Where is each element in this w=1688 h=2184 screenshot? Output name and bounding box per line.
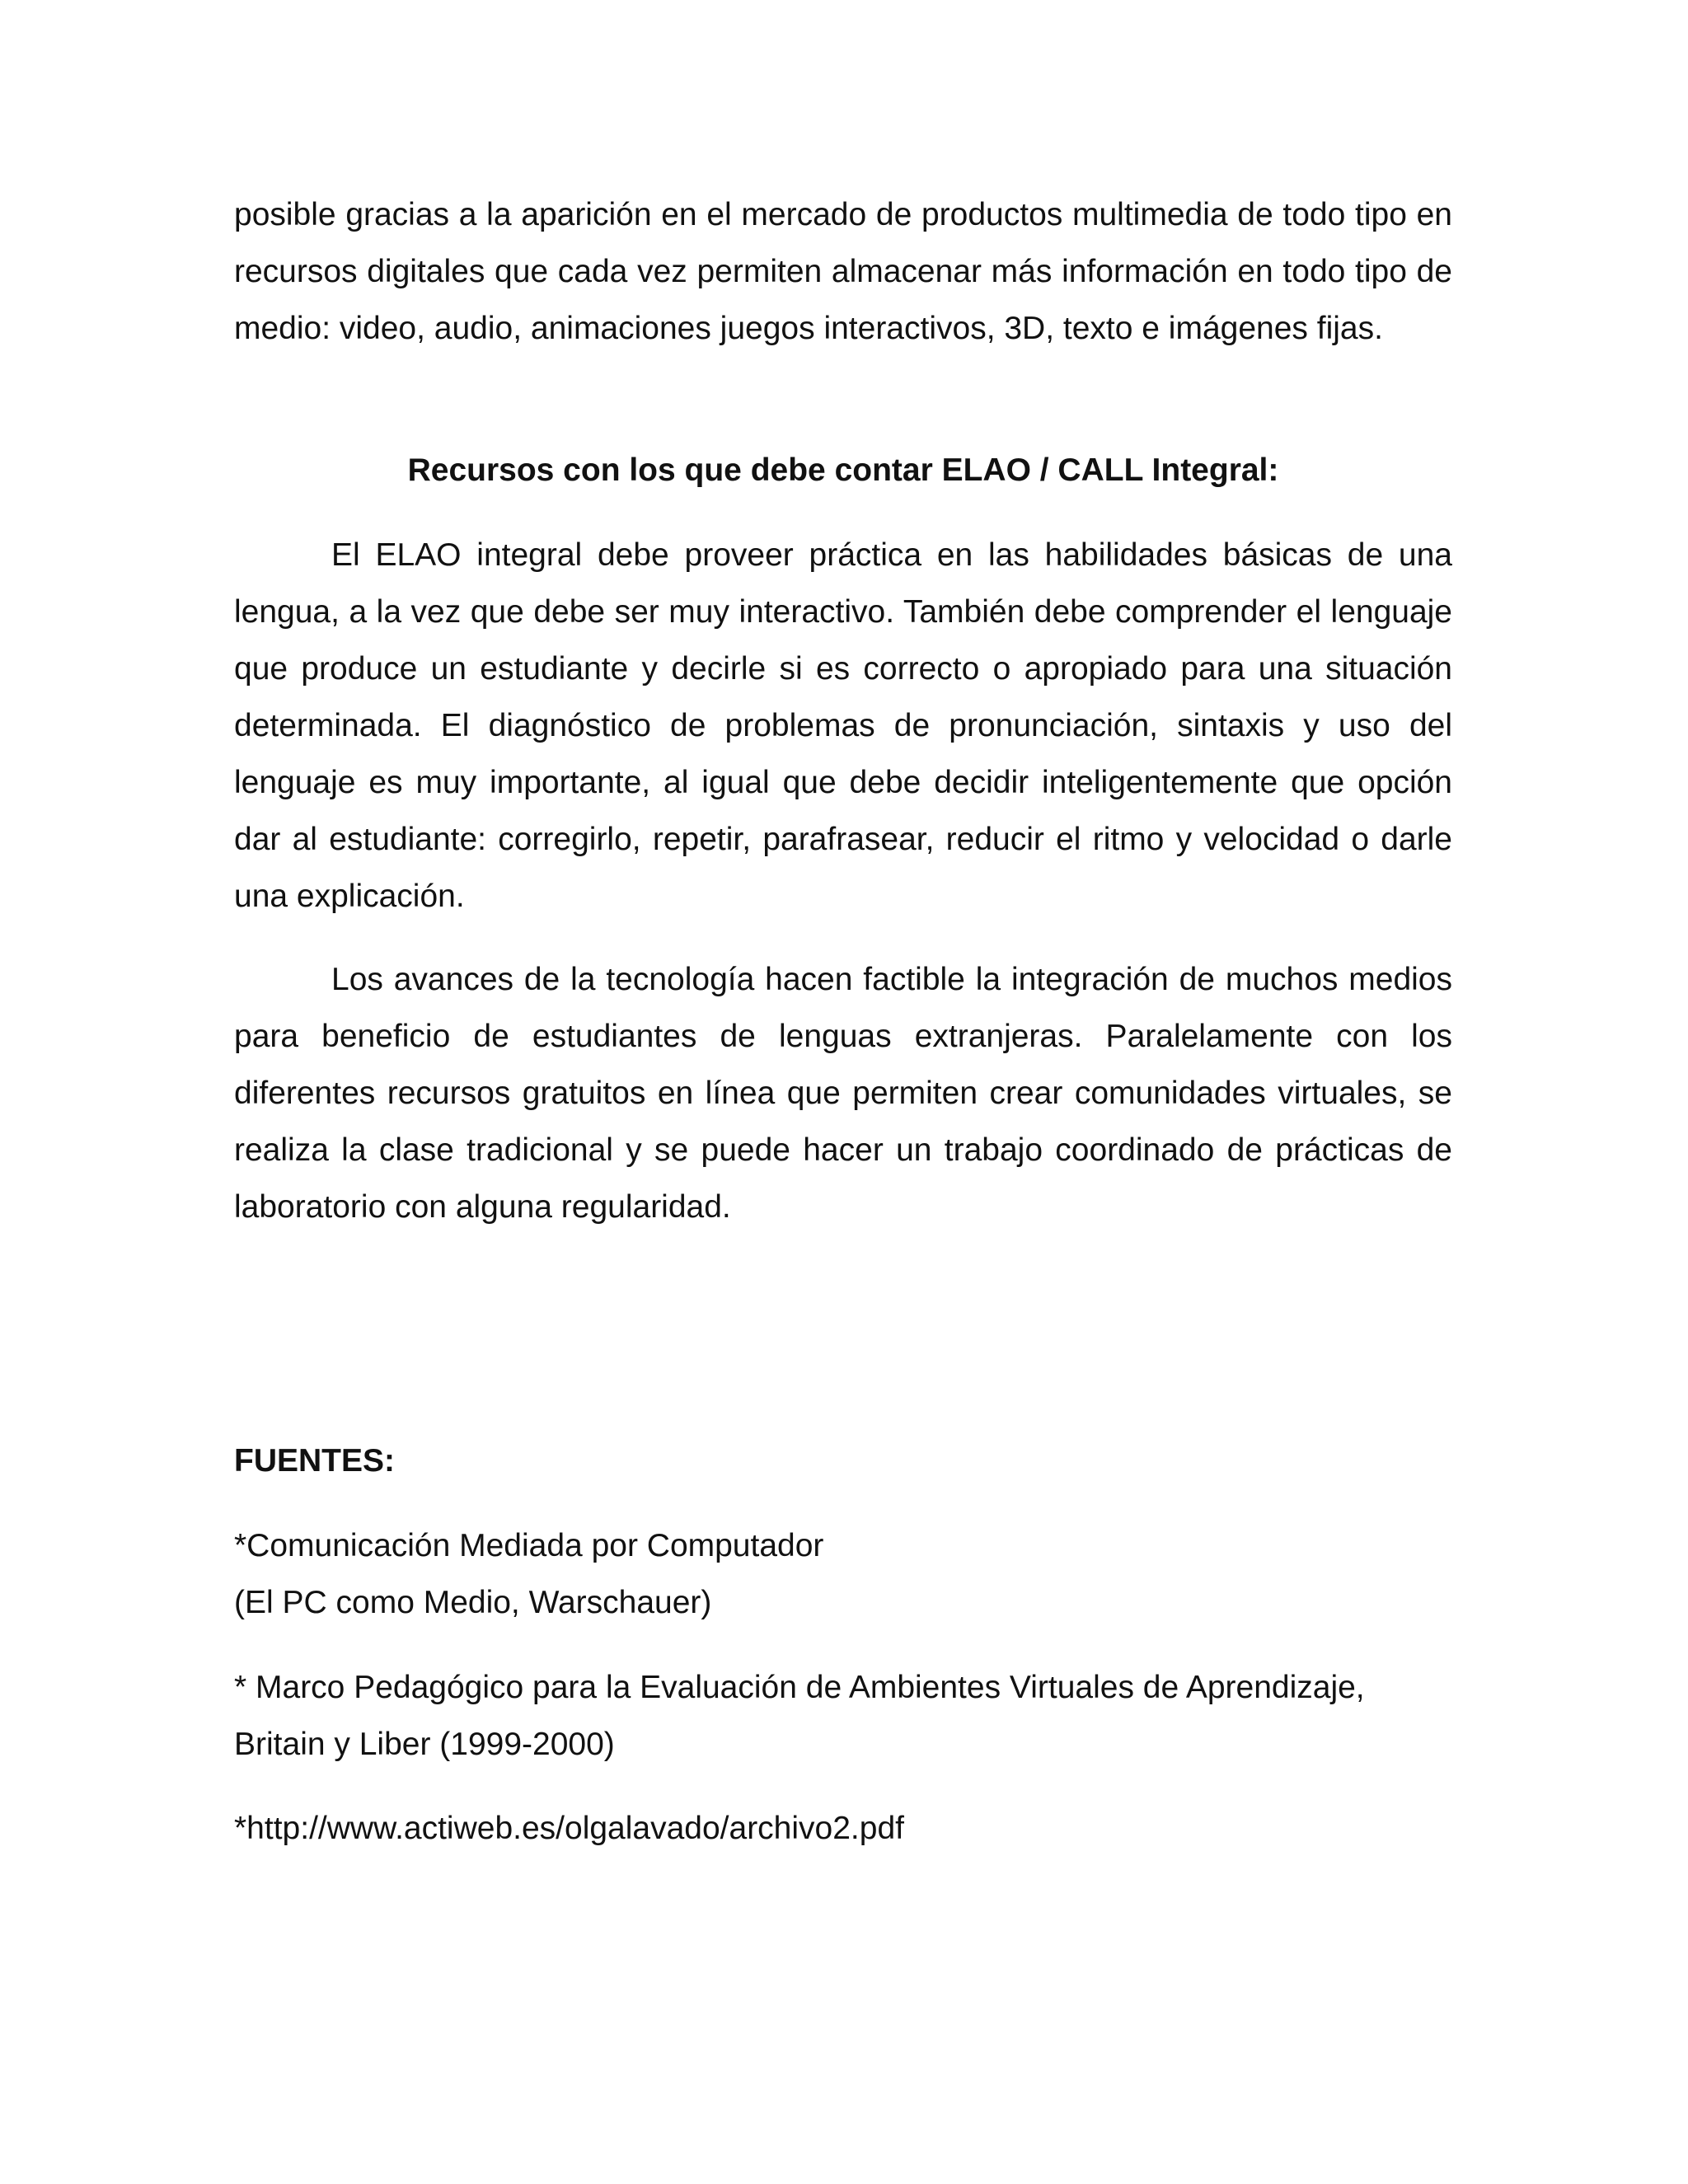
body-paragraph-3: Los avances de la tecnología hacen factible la integración de muchos medios para beneficio de estudiantes de lenguas extranjeras. Paralelamente con los diferentes recursos gratuitos en línea que permiten crear comunidades virtuales, se realiza la clase tradicional y se puede hacer un trabajo coordinado de prácticas de laboratorio con alguna regularidad. (234, 962, 1452, 1225)
source-entry-2-line-1: * Marco Pedagógico para la Evaluación de Ambientes Virtuales de Aprendizaje, (234, 1670, 1365, 1705)
source-entry-3 (234, 1800, 1452, 1857)
source-entry-1-line-2: (El PC como Medio, Warschauer) (234, 1585, 712, 1620)
source-entry-3-url: *http://www.actiweb.es/olgalavado/archivo2.pdf (234, 1811, 904, 1846)
section-heading-resources: Recursos con los que debe contar ELAO / CALL Integral: (407, 452, 1279, 488)
source-entry-2 (234, 1659, 1452, 1773)
sources-heading: FUENTES: (234, 1443, 395, 1479)
source-entry-1 (234, 1517, 1452, 1631)
body-paragraph-1: posible gracias a la aparición en el mercado de productos multimedia de todo tipo en recursos digitales que cada vez permiten almacenar más información en todo tipo de medio: video, audio, animaciones juegos interactivos, 3D, texto e imágenes fijas. (234, 197, 1452, 346)
body-paragraph-2: El ELAO integral debe proveer práctica en las habilidades básicas de una lengua, a la vez que debe ser muy interactivo. También debe comprender el lenguaje que produce un estudiante y decirle si es correcto o apropiado para una situación determinada. El diagnóstico de problemas de pronunciación, sintaxis y uso del lenguaje es muy importante, al igual que debe decidir inteligentemente que opción dar al estudiante: corregirlo, repetir, parafrasear, reducir el ritmo y velocidad o darle una explicación. (234, 537, 1452, 914)
source-entry-2-line-2: Britain y Liber (1999-2000) (234, 1727, 615, 1762)
source-entry-1-line-1: *Comunicación Mediada por Computador (234, 1528, 824, 1563)
